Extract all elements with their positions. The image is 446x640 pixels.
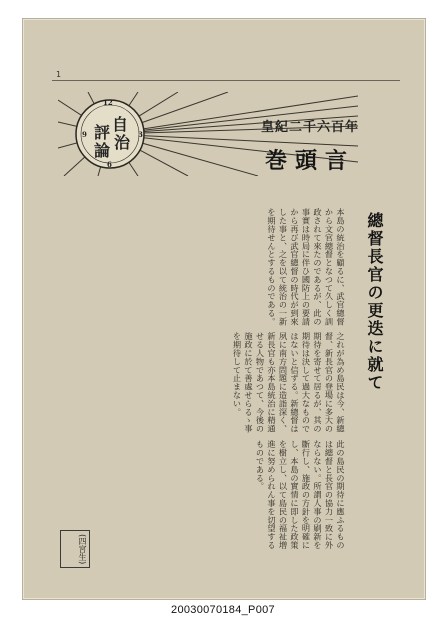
- logo-char-right: 治: [114, 133, 131, 152]
- article-paragraph: 本島の統治を顧るに、武官總督から文官總督となつて久しく訓政されて來たのであるが、此の事實は時局に伴ひ國防上の要請から再び武官總督の時代が到來した事と、之を以て統治の一新を期待せんとするものである。: [267, 208, 346, 326]
- logo-char-left: 評: [94, 123, 111, 142]
- logo-char-bottom: 論: [94, 141, 111, 160]
- author-signature: (四宮生): [60, 530, 90, 568]
- clock-numeral-12: 12: [103, 98, 113, 107]
- article-title: 總督長官の更迭に就て: [365, 212, 384, 392]
- logo-char-top: 自: [112, 115, 129, 134]
- issue-year: 皇紀二千六百年: [260, 120, 359, 135]
- clock-numeral-3: 3: [138, 130, 143, 139]
- article-paragraph: 此の島民の期待に應ふるものは總督と長官の協力一致に外ならない。所謂人事の刷新を斷行し、施政の方針を明確にし、本島の實情に即した政策を樹立し、以て島民の福祉増進に努められん事を切望するものである。: [255, 440, 346, 550]
- article-paragraph: 之れが為め島民は今、新總督、新長官の登場に多大の期待を寄せて居るが、其の期待は決して過大なものではないと信ずる。新總督は夙に南方問題に造詣深く、新長官も亦本島統治に精通せる人物であつて、今後の施政に於て善處せらるゝ事を期待して止まない。: [232, 332, 346, 433]
- clock-numeral-9: 9: [82, 130, 87, 139]
- header-rule: [52, 80, 400, 81]
- page-number: 1: [56, 70, 62, 79]
- article-body: [56, 208, 346, 550]
- image-caption: 20030070184_P007: [171, 604, 275, 616]
- clock-numeral-6: 6: [107, 160, 112, 169]
- section-title: 巻頭言: [264, 149, 355, 174]
